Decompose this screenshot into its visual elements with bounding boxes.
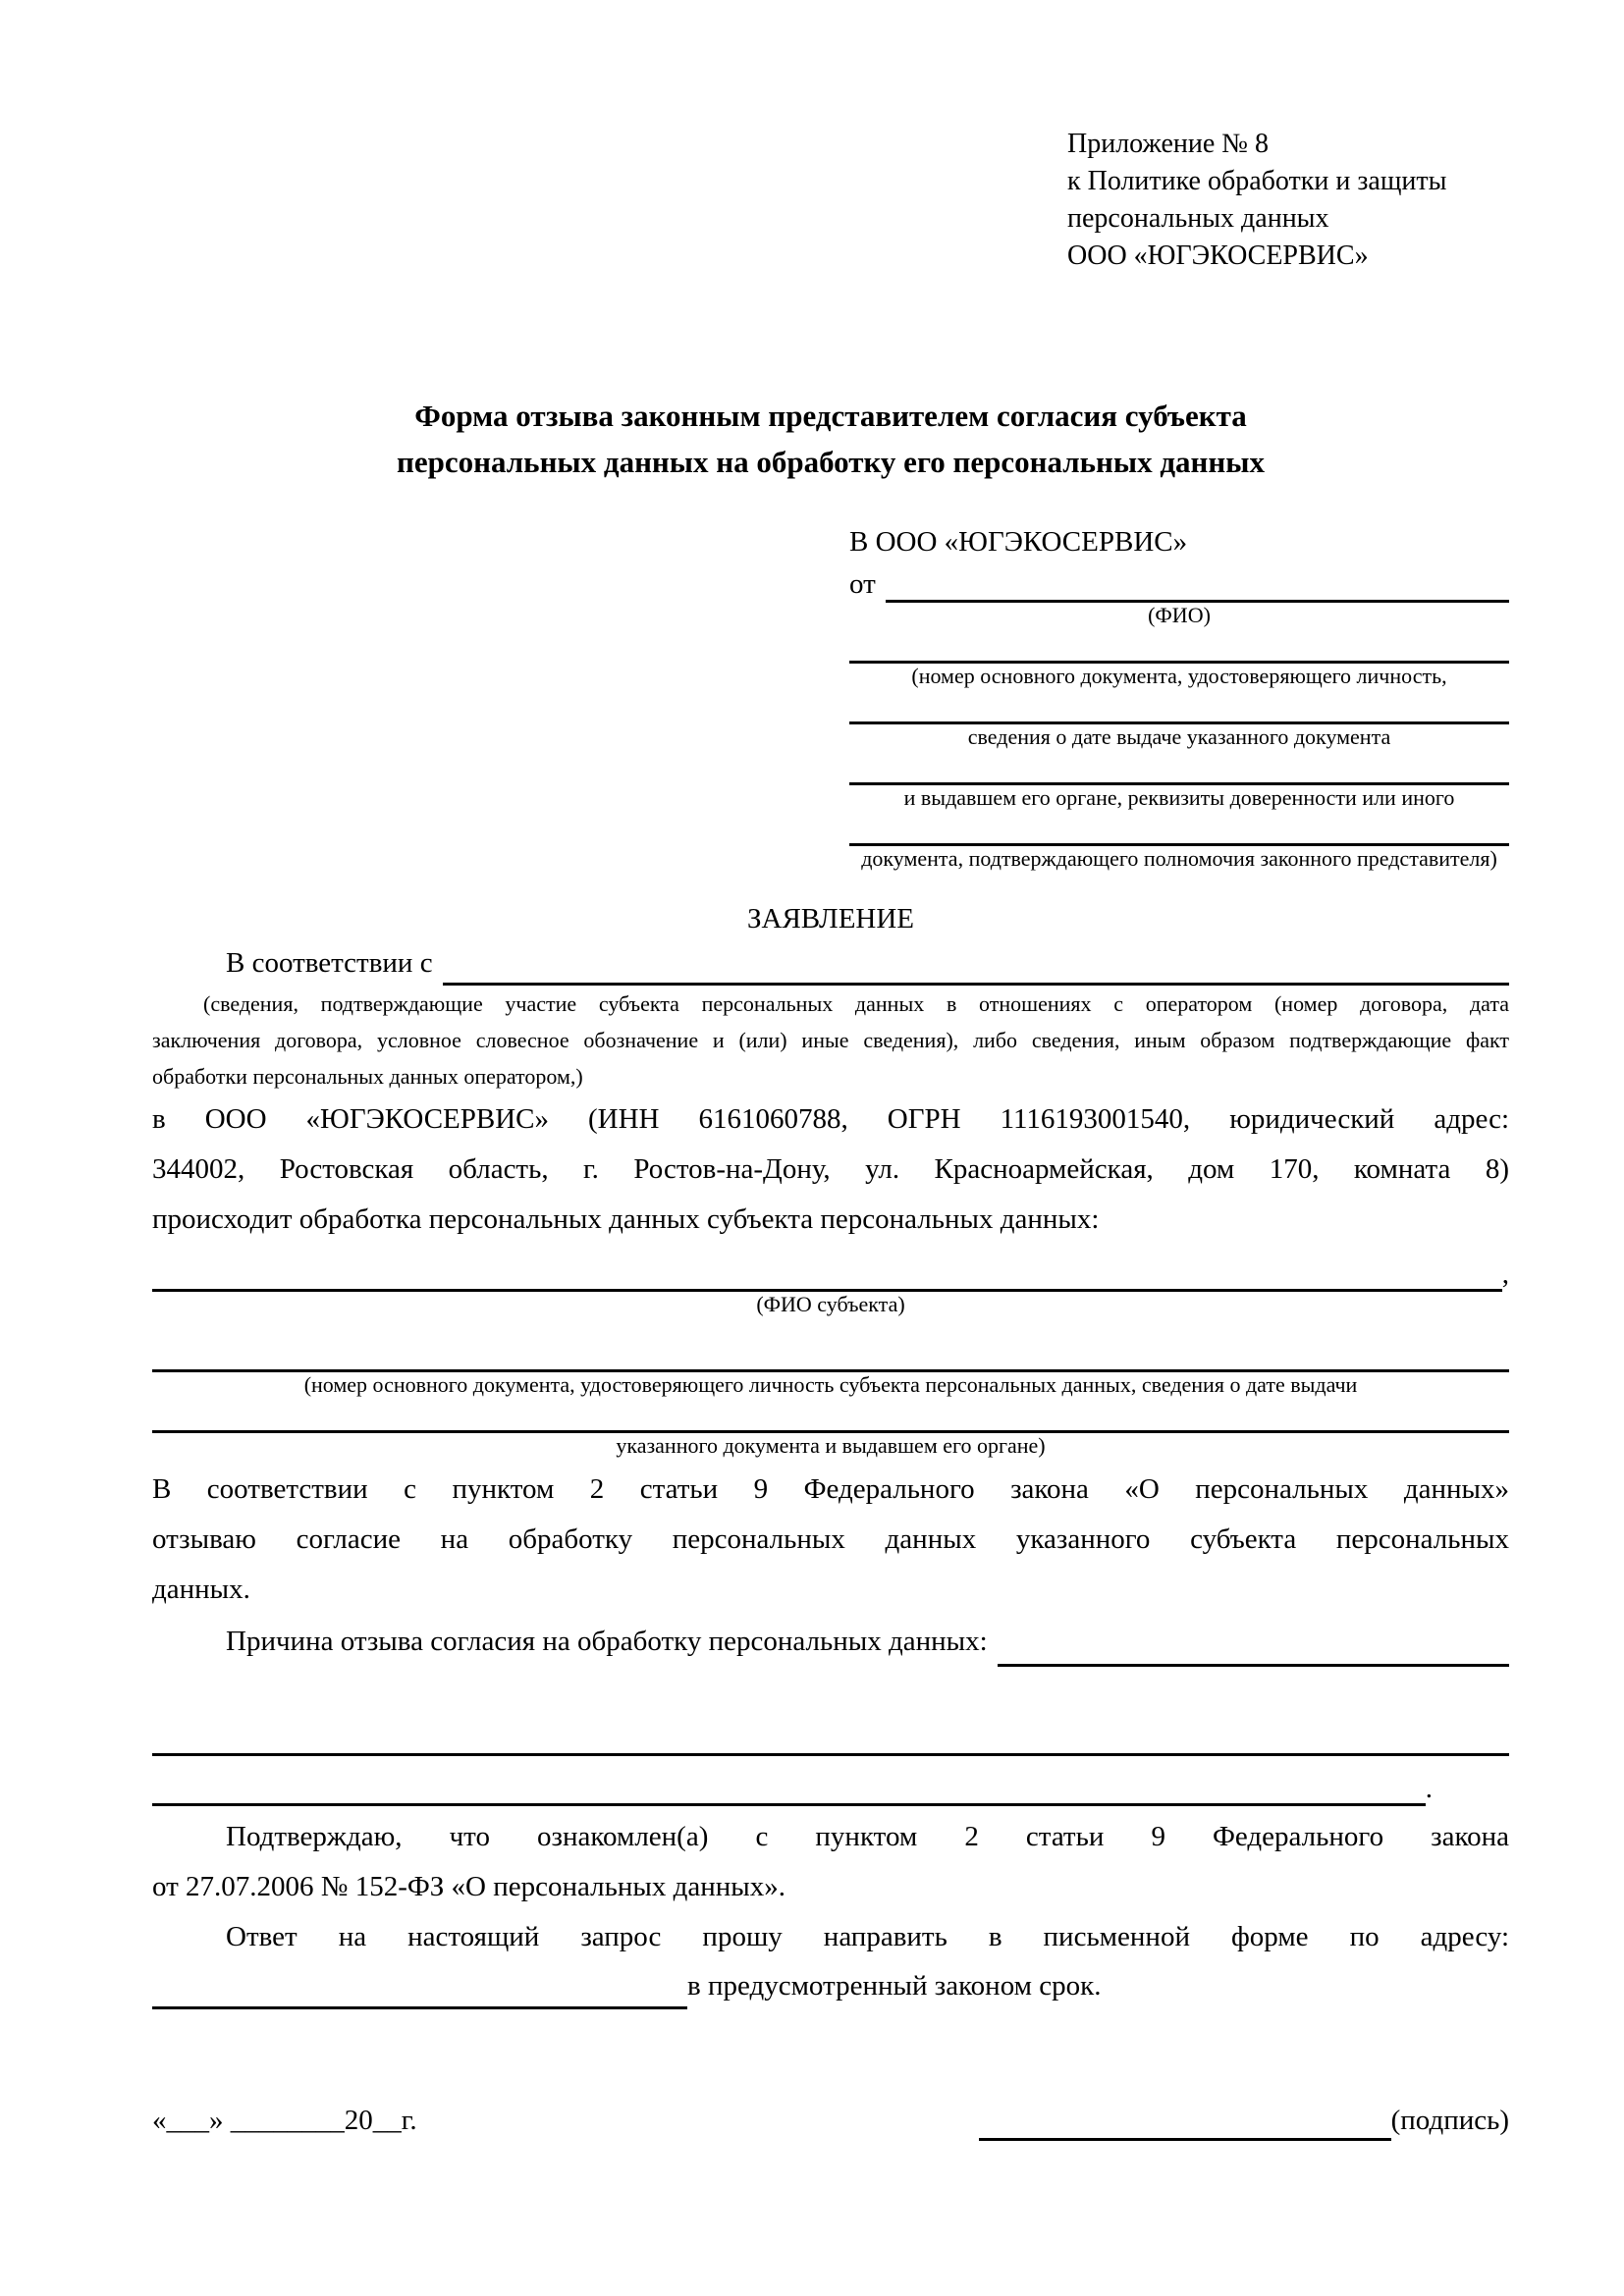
appendix-company: ООО «ЮГЭКОСЕРВИС» — [1067, 240, 1369, 271]
doc-issuer-caption: и выдавшем его органе, реквизиты доверенности или иного — [903, 785, 1455, 810]
from-row — [849, 565, 1509, 603]
withdrawal-paragraph — [152, 1465, 1509, 1615]
withdrawal-paragraph-line3: данных. — [152, 1574, 250, 1605]
addressee-block — [849, 522, 1509, 872]
subject-doc-caption2: указанного документа и выдавшем его органе) — [616, 1433, 1046, 1458]
from-label: от — [849, 568, 876, 600]
subject-doc-blank-line1 — [152, 1337, 1509, 1372]
subject-fio-caption: (ФИО субъекта) — [756, 1292, 905, 1316]
subject-doc-blank-line2 — [152, 1398, 1509, 1433]
operator-paragraph — [152, 1095, 1509, 1245]
appendix-policy-line1: к Политике обработки и защиты — [1067, 166, 1447, 196]
operator-paragraph-line3: происходит обработка персональных данных субъекта персональных данных: — [152, 1203, 1100, 1235]
reply-address-blank-line — [152, 1973, 687, 2009]
appendix-policy-line2: персональных данных — [1067, 203, 1329, 234]
reply-paragraph-line1: Ответ на настоящий запрос прошу направить в письменной форме по адресу: — [226, 1921, 1509, 1952]
signature-caption: (подпись) — [1390, 2105, 1509, 2136]
subject-fio-row — [152, 1256, 1509, 1292]
doc-number-blank-line — [849, 628, 1509, 664]
representative-authority-caption: документа, подтверждающего полномочия законного представителя) — [861, 846, 1497, 871]
doc-issue-date-blank-line — [849, 689, 1509, 724]
reason-trailing-period: . — [1425, 1773, 1433, 1804]
intro-note-line3: обработки персональных данных оператором,) — [152, 1064, 583, 1089]
statement-heading: ЗАЯВЛЕНИЕ — [746, 903, 915, 934]
document-title-line2: персональных данных на обработку его персональных данных — [397, 445, 1265, 479]
doc-number-caption: (номер основного документа, удостоверяющего личность, — [911, 664, 1447, 688]
signature-blank-line — [979, 2107, 1391, 2141]
appendix-number: Приложение № 8 — [1067, 129, 1269, 159]
doc-issuer-blank-line — [849, 750, 1509, 785]
reply-address-row — [152, 1962, 1509, 2009]
intro-note-line1: (сведения, подтверждающие участие субъекта персональных данных в отношениях с оператором (номер договора, дата — [203, 991, 1509, 1016]
addressee-company: В ООО «ЮГЭКОСЕРВИС» — [849, 526, 1188, 558]
reason-row — [152, 1617, 1509, 1667]
intro-label: В соответствии с — [226, 947, 433, 979]
footer-row — [152, 2100, 1509, 2141]
confirmation-paragraph-line2: от 27.07.2006 № 152-ФЗ «О персональных данных». — [152, 1871, 786, 1902]
intro-blank-line — [443, 949, 1509, 986]
from-fio-blank-line — [886, 570, 1509, 603]
reason-blank-line-full2 — [152, 1770, 1426, 1806]
document-title-line1: Форма отзыва законным представителем согласия субъекта — [414, 399, 1247, 433]
reason-blank-line-short — [998, 1629, 1509, 1667]
reason-blank-line-full1 — [152, 1718, 1509, 1756]
subject-fio-trailing-comma: , — [1501, 1258, 1509, 1290]
withdrawal-paragraph-line2: отзываю согласие на обработку персональных данных указанного субъекта персональных — [152, 1523, 1509, 1555]
reason-label: Причина отзыва согласия на обработку персональных данных: — [226, 1626, 988, 1657]
reason-blank-row2 — [152, 1770, 1433, 1806]
subject-doc-caption1: (номер основного документа, удостоверяющего личность субъекта персональных данных, сведения о дате выдачи — [303, 1372, 1358, 1397]
confirmation-paragraph — [152, 1812, 1509, 1912]
withdrawal-paragraph-line1: В соответствии с пунктом 2 статьи 9 Федерального закона «О персональных данных» — [152, 1473, 1509, 1505]
appendix-header — [1067, 126, 1509, 275]
date-line: «___» ________20__г. — [152, 2105, 417, 2136]
fio-caption: (ФИО) — [1148, 603, 1211, 627]
subject-fio-blank-line — [152, 1259, 1502, 1292]
intro-row — [152, 940, 1509, 986]
intro-note-line2: заключения договора, условное словесное обозначение и (или) иные сведения), либо сведения, иным образом подтверждающие факт — [152, 1028, 1509, 1052]
operator-paragraph-line2: 344002, Ростовская область, г. Ростов-на-Дону, ул. Красноармейская, дом 170, комната 8) — [152, 1153, 1509, 1185]
representative-authority-blank-line — [849, 811, 1509, 846]
reply-suffix: в предусмотренный законом срок. — [687, 1970, 1102, 2002]
confirmation-paragraph-line1: Подтверждаю, что ознакомлен(а) с пунктом 2 статьи 9 Федерального закона — [226, 1821, 1509, 1852]
intro-note — [152, 986, 1509, 1095]
signature-group — [979, 2100, 1509, 2141]
doc-issue-date-caption: сведения о дате выдаче указанного документа — [967, 724, 1391, 749]
operator-paragraph-line1: в ООО «ЮГЭКОСЕРВИС» (ИНН 6161060788, ОГРН 1116193001540, юридический адрес: — [152, 1103, 1509, 1135]
document-title — [152, 393, 1509, 485]
